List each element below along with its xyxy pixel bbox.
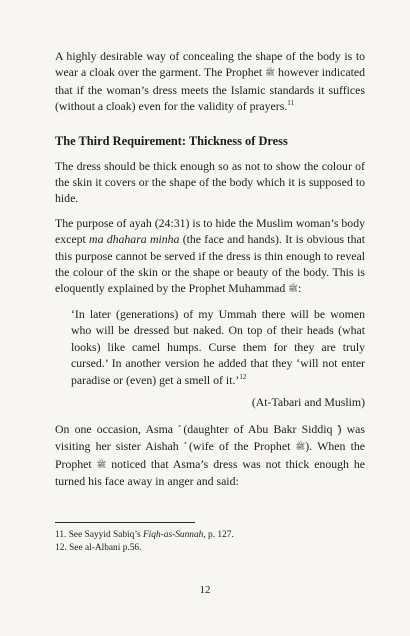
page-body (55, 48, 365, 490)
footnote-11 (55, 529, 355, 542)
italic-term: ma dhahara minha (89, 232, 180, 247)
section-heading: The Third Requirement: Thickness of Dress (55, 133, 288, 148)
paragraph-text: (the face and hands). It is obvious that this purpose cannot be served if the dress is thin enough to reveal the colour of the skin or the shape or beauty of the body. This is eloquently explained by the Prophet Muhammad (55, 232, 366, 296)
footnotes (55, 529, 355, 555)
pbuh-glyph: ﷺ (288, 284, 298, 294)
footnote-text: , p. 127. (203, 530, 234, 540)
paragraph-text: A highly desirable way of concealing the shape of the body is to wear a cloak over the garment. The Prophet (55, 49, 365, 80)
quote-attribution: (At-Tabari and Muslim) (251, 394, 365, 409)
footnote-12 (55, 542, 355, 555)
paragraph-thickness: The dress should be thick enough so as not to show the colour of the skin it covers or the shape of the body which it is supposed to hide. (55, 158, 365, 206)
footnote-ref-12: 12 (239, 372, 247, 381)
paragraph-text: The purpose of ayah (24:31) is to hide the Muslim woman’s body except (55, 215, 365, 247)
pbuh-glyph: ﷺ (265, 68, 275, 78)
footnote-text: See al-Albani p.56. (69, 543, 142, 553)
paragraph-cloak (55, 48, 365, 115)
paragraph-asma (55, 421, 365, 490)
paragraph-ayah (55, 215, 365, 298)
paragraph-text: noticed that Asma’s dress was not thick enough he turned his face away in anger and said: (55, 456, 365, 489)
footnote-number: 11. (55, 530, 67, 540)
paragraph-text: On one occasion, Asma (55, 421, 179, 436)
quote-text: ‘In later (generations) of my Ummah there will be women who will be dressed but naked. On top of their heads (what looks) like camel humps. Curse them for they are truly cursed.’ In another version he added that they ‘will not enter paradise or (even) get a smell of it.’ (71, 306, 365, 387)
hadith-quote (71, 306, 365, 388)
footnote-divider (55, 522, 195, 523)
paragraph-text: (daughter of Abu Bakr Siddiq (178, 421, 338, 436)
footnote-book-title: Fiqh-as-Sunnah (142, 530, 204, 540)
page-number: 12 (199, 584, 211, 596)
paragraph-text: : (297, 281, 302, 296)
footnote-number: 12. (55, 543, 67, 553)
paragraph-text: (wife of the Prophet (183, 439, 296, 454)
pbuh-glyph: ﷺ (96, 459, 107, 469)
paragraph-text: however indicated that if the woman’s dress meets the Islamic standards it suffices (without a cloak) even for the validity of prayers. (55, 65, 365, 114)
pbuh-glyph: ﷺ (295, 442, 306, 452)
footnote-text: See Sayyid Sabiq’s (68, 530, 143, 540)
paragraph-text: ) was visiting her sister Aishah (55, 421, 365, 454)
paragraph-text: ). When the Prophet (55, 439, 366, 471)
footnote-ref-11: 11 (287, 99, 295, 108)
